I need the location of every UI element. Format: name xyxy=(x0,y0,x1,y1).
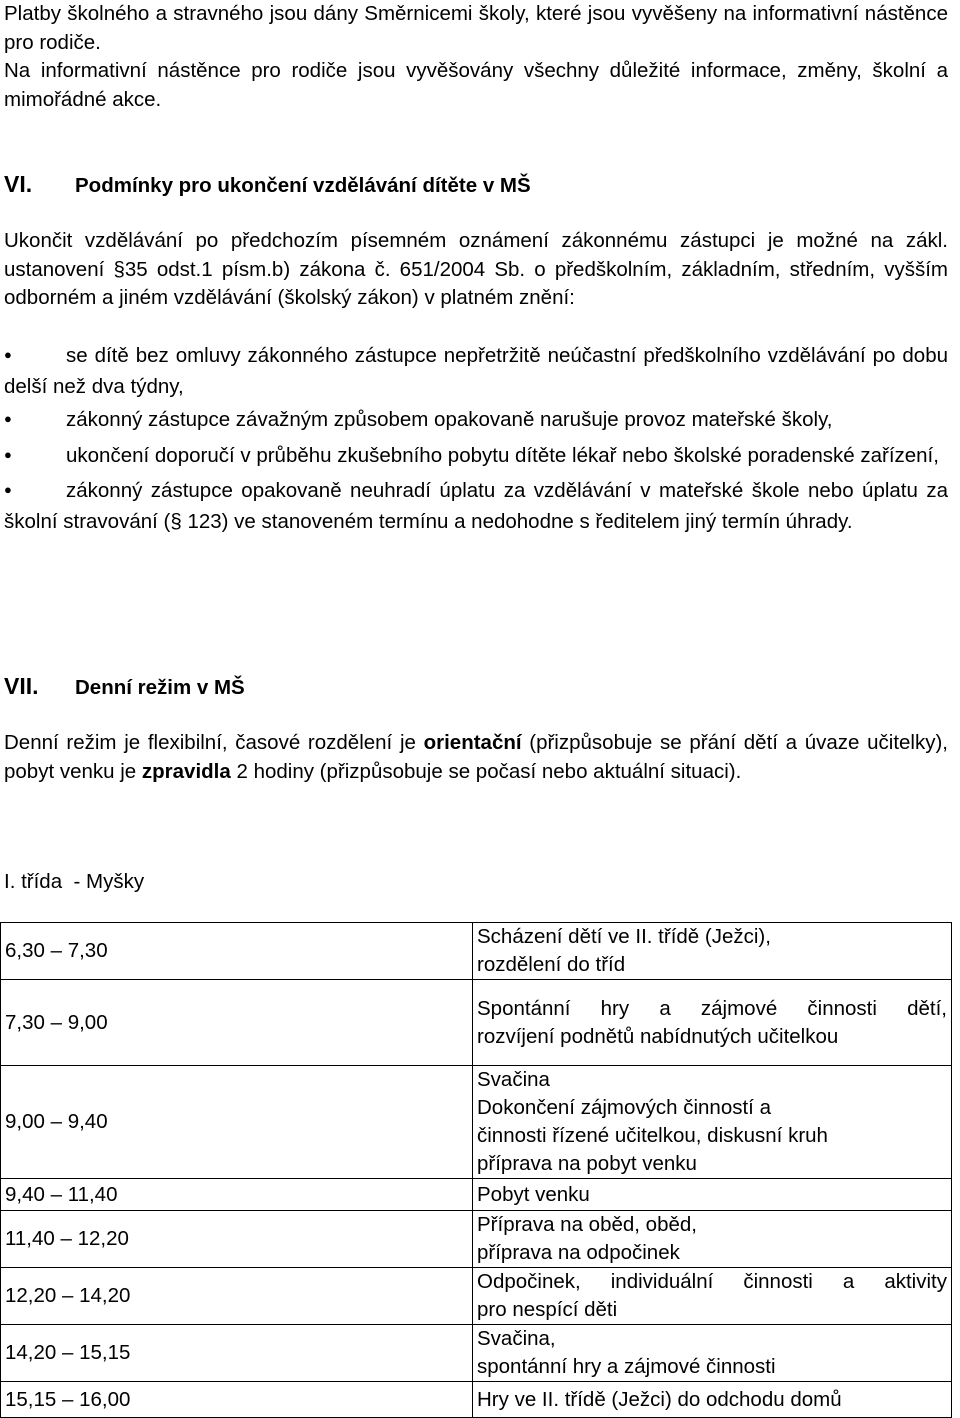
schedule-activity xyxy=(473,1066,952,1179)
schedule-activity-line: Pobyt venku xyxy=(477,1182,590,1206)
schedule-activity-line: Svačina xyxy=(477,1068,550,1091)
bullet-item: ●zákonný zástupce závažným způsobem opakovaně narušuje provoz mateřské školy, xyxy=(4,406,948,437)
schedule-time: 9,00 – 9,40 xyxy=(1,1066,473,1179)
section-6-heading xyxy=(4,170,531,201)
schedule-activity-line: Svačina, xyxy=(477,1327,556,1350)
schedule-activity-line: Spontánní hry a zájmové činnosti dětí, xyxy=(477,996,947,1020)
table-row xyxy=(1,1268,952,1325)
table-row xyxy=(1,1179,952,1211)
intro-paragraph-1: Platby školného a stravného jsou dány Směrnicemi školy, které jsou vyvěšeny na informativní nástěnce pro rodiče. xyxy=(4,2,948,54)
schedule-activity-line: pro nespící děti xyxy=(477,1298,618,1321)
schedule-time: 7,30 – 9,00 xyxy=(1,980,473,1066)
schedule-time: 11,40 – 12,20 xyxy=(1,1211,473,1268)
schedule-activity xyxy=(473,923,952,980)
section-7-title: Denní režim v MŠ xyxy=(75,676,245,699)
table-row xyxy=(1,1066,952,1179)
schedule-activity-line: rozvíjení podnětů nabídnutých učitelkou xyxy=(477,1024,839,1048)
schedule-time: 9,40 – 11,40 xyxy=(1,1179,473,1211)
bullet-icon xyxy=(4,442,66,473)
schedule-activity-line: Dokončení zájmových činností a xyxy=(477,1096,771,1119)
table-row xyxy=(1,923,952,980)
bullet-icon xyxy=(4,477,66,508)
bold-zpravidla: zpravidla xyxy=(141,759,231,783)
schedule-activity-line: Hry ve II. třídě (Ježci) do odchodu domů xyxy=(477,1387,842,1411)
section-7-heading xyxy=(4,672,245,703)
schedule-time: 15,15 – 16,00 xyxy=(1,1382,473,1418)
schedule-activity-line: Příprava na oběd, oběd, xyxy=(477,1213,697,1236)
schedule-time: 12,20 – 14,20 xyxy=(1,1268,473,1325)
daily-schedule-table xyxy=(0,922,952,1418)
schedule-activity xyxy=(473,980,952,1066)
section-7-number: VII. xyxy=(4,673,39,699)
schedule-activity-line: spontánní hry a zájmové činnosti xyxy=(477,1355,776,1378)
schedule-activity-line: Odpočinek, individuální činnosti a aktivity xyxy=(477,1270,947,1293)
bullet-icon xyxy=(4,406,66,437)
schedule-activity-line: příprava na pobyt venku xyxy=(477,1152,697,1175)
schedule-activity-line: příprava na odpočinek xyxy=(477,1241,680,1264)
intro-paragraph-2: Na informativní nástěnce pro rodiče jsou vyvěšovány všechny důležité informace, změny, školní a mimořádné akce. xyxy=(4,59,948,111)
bold-orientacni: orientační xyxy=(423,731,522,754)
schedule-activity-line: rozdělení do tříd xyxy=(477,953,626,976)
schedule-activity xyxy=(473,1268,952,1325)
section-6-number: VI. xyxy=(4,171,33,197)
section-6-paragraph: Ukončit vzdělávání po předchozím písemném oznámení zákonnému zástupci je možné na zákl. ustanovení §35 odst.1 písm.b) zákona č. 651/2004 Sb. o předškolním, základním, středním, vyšším odborném a jiném vzdělávání (školský zákon) v platném znění: xyxy=(4,229,948,309)
table-row xyxy=(1,1382,952,1418)
table-row xyxy=(1,1211,952,1268)
class-label: I. třída - Myšky xyxy=(4,870,145,893)
bullet-item: ●se dítě bez omluvy zákonného zástupce nepřetržitě neúčastní předškolního vzdělávání po dobu delší než dva týdny, xyxy=(4,342,948,401)
schedule-activity xyxy=(473,1382,952,1418)
schedule-activity-line: činnosti řízené učitelkou, diskusní kruh xyxy=(477,1124,828,1147)
bullet-item: ●ukončení doporučí v průběhu zkušebního pobytu dítěte lékař nebo školské poradenské zařízení, xyxy=(4,442,948,473)
schedule-time: 14,20 – 15,15 xyxy=(1,1325,473,1382)
bullet-item: ●zákonný zástupce opakovaně neuhradí úplatu za vzdělávání v mateřské škole nebo úplatu za školní stravování (§ 123) ve stanoveném termínu a nedohodne s ředitelem jiný termín úhrady. xyxy=(4,477,948,536)
schedule-time: 6,30 – 7,30 xyxy=(1,923,473,980)
schedule-activity-line: Scházení dětí ve II. třídě (Ježci), xyxy=(477,925,771,948)
schedule-activity xyxy=(473,1325,952,1382)
schedule-activity xyxy=(473,1211,952,1268)
table-row xyxy=(1,1325,952,1382)
section-6-title: Podmínky pro ukončení vzdělávání dítěte v MŠ xyxy=(75,174,531,197)
table-row xyxy=(1,980,952,1066)
schedule-activity xyxy=(473,1179,952,1211)
bullet-icon xyxy=(4,342,66,373)
section-7-paragraph: Denní režim je flexibilní, časové rozdělení je orientační (přizpůsobuje se přání dětí a úvaze učitelky), pobyt venku je zpravidla 2 hodiny (přizpůsobuje se počasí nebo aktuální situaci). xyxy=(4,731,949,783)
section-6-bullet-list xyxy=(4,342,948,536)
